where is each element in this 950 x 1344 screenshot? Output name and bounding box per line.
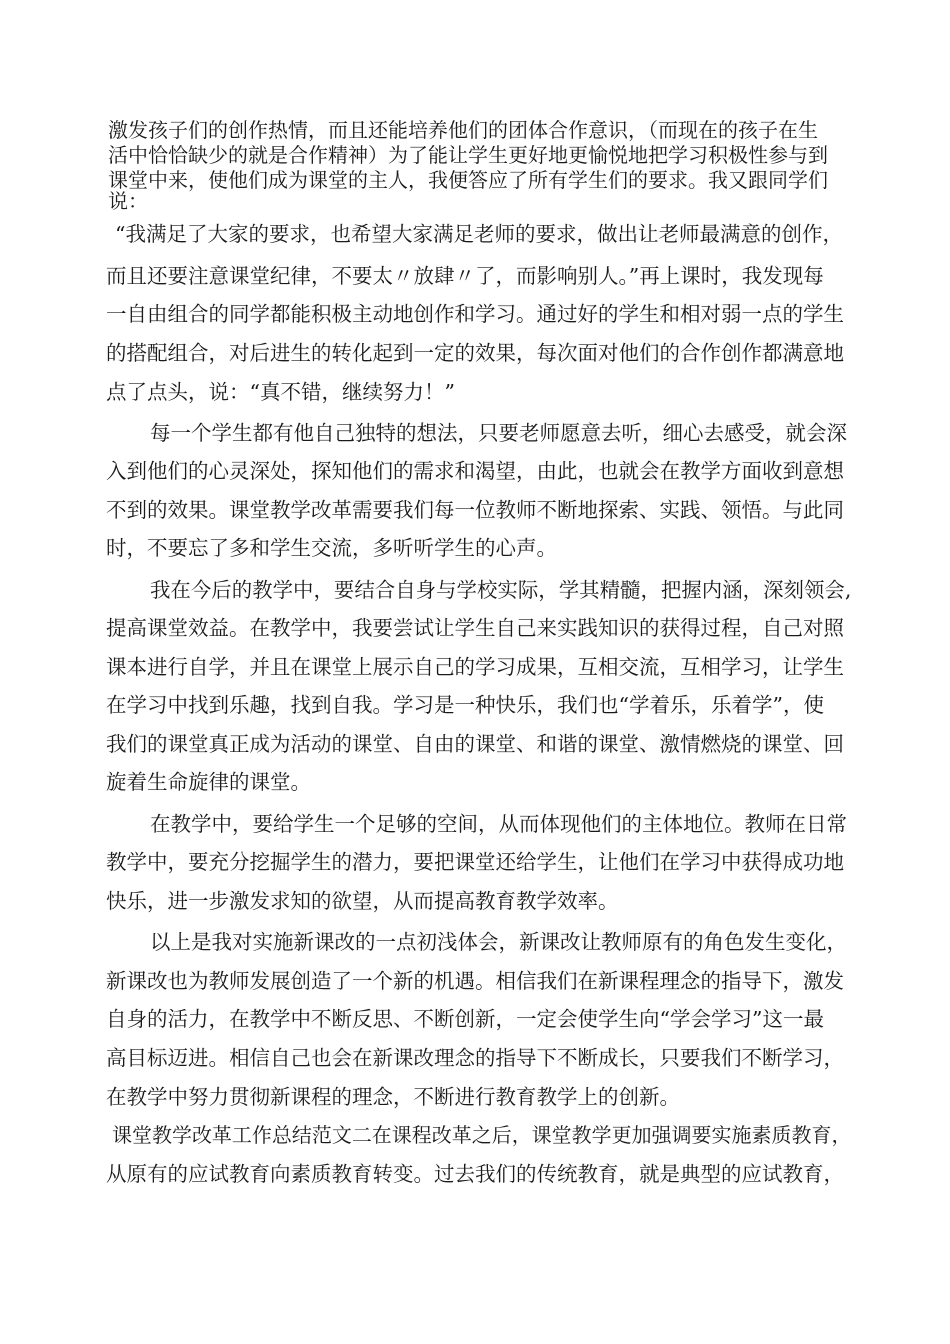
text-line: 我在今后的教学中，要结合自身与学校实际，学其精髓，把握内涵，深刻领会,	[150, 578, 852, 602]
text-line: 而且还要注意课堂纪律，不要太〃放肆〃了，而影响别人。”再上课时，我发现每	[106, 264, 824, 288]
text-line: 一自由组合的同学都能积极主动地创作和学习。通过好的学生和相对弱一点的学生	[106, 302, 844, 326]
text-line: 快乐，进一步激发求知的欲望，从而提高教育教学效率。	[106, 889, 619, 913]
text-line: 活中恰恰缺少的就是合作精神）为了能让学生更好地更愉悦地把学习积极性参与到	[108, 143, 828, 167]
text-line: 从原有的应试教育向素质教育转变。过去我们的传统教育，就是典型的应试教育，	[106, 1162, 844, 1186]
text-line: 激发孩子们的创作热情，而且还能培养他们的团体合作意识，（而现在的孩子在生	[108, 118, 818, 142]
text-line: 时，不要忘了多和学生交流，多听听学生的心声。	[106, 536, 557, 560]
text-line: 点了点头，说：“真不错，继续努力！”	[106, 380, 455, 404]
text-line: 课本进行自学，并且在课堂上展示自己的学习成果，互相交流，互相学习，让学生	[106, 655, 844, 679]
text-line: 在教学中努力贯彻新课程的理念，不断进行教育教学上的创新。	[106, 1085, 680, 1109]
text-line: 高目标迈进。相信自己也会在新课改理念的指导下不断成长，只要我们不断学习，	[106, 1046, 844, 1070]
text-line: 课堂教学改革工作总结范文二在课程改革之后，课堂教学更加强调要实施素质教育，	[112, 1123, 852, 1147]
text-line: 入到他们的心灵深处，探知他们的需求和渴望，由此，也就会在教学方面收到意想	[106, 459, 844, 483]
text-line: 说：	[108, 189, 148, 213]
text-line: 课堂中来，使他们成为课堂的主人，我便答应了所有学生们的要求。我又跟同学们	[108, 168, 828, 192]
text-line: 提高课堂效益。在教学中，我要尝试让学生自己来实践知识的获得过程，自己对照	[106, 616, 844, 640]
text-line: 每一个学生都有他自己独特的想法，只要老师愿意去听，细心去感受，就会深	[150, 421, 847, 445]
text-line: 旋着生命旋律的课堂。	[106, 770, 311, 794]
text-line: 自身的活力，在教学中不断反思、不断创新，一定会使学生向“学会学习”这一最	[106, 1007, 824, 1031]
text-line: 教学中，要充分挖掘学生的潜力，要把课堂还给学生，让他们在学习中获得成功地	[106, 850, 844, 874]
text-line: 以上是我对实施新课改的一点初浅体会，新课改让教师原有的角色发生变化，	[150, 930, 847, 954]
text-line: 在教学中，要给学生一个足够的空间，从而体现他们的主体地位。教师在日常	[150, 812, 847, 836]
text-line: 不到的效果。课堂教学改革需要我们每一位教师不断地探索、实践、领悟。与此同	[106, 498, 844, 522]
text-line: 我们的课堂真正成为活动的课堂、自由的课堂、和谐的课堂、激情燃烧的课堂、回	[106, 732, 844, 756]
text-line: 新课改也为教师发展创造了一个新的机遇。相信我们在新课程理念的指导下，激发	[106, 969, 844, 993]
text-line: 的搭配组合，对后进生的转化起到一定的效果，每次面对他们的合作创作都满意地	[106, 341, 844, 365]
text-line: 在学习中找到乐趣，找到自我。学习是一种快乐，我们也“学着乐，乐着学”，使	[106, 693, 824, 717]
text-line: “我满足了大家的要求，也希望大家满足老师的要求，做出让老师最满意的创作，	[115, 222, 843, 246]
